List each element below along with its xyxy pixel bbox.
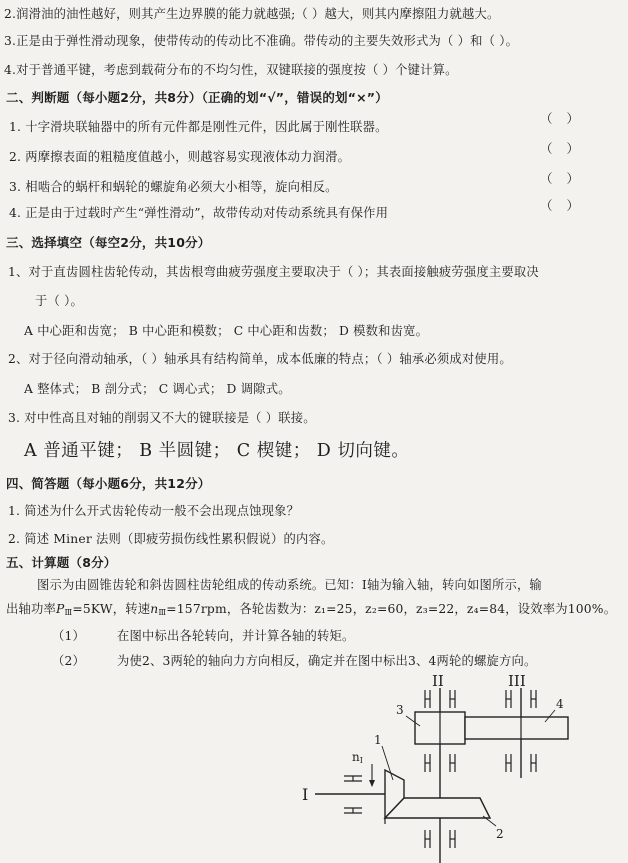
power-subscript: Ⅲ bbox=[64, 608, 73, 617]
gear-2 bbox=[385, 798, 490, 818]
calc-heading: 五、计算题（8分） bbox=[6, 555, 117, 570]
fill-blank-q3: 3.正是由于弹性滑动现象，使带传动的传动比不准确。带传动的主要失效形式为（ ）和（ ）。 bbox=[4, 34, 519, 48]
label-gear-2: 2 bbox=[496, 827, 504, 841]
calc-para-2-mid: =5KW，转速 bbox=[72, 602, 151, 616]
judge-heading: 二、判断题（每小题2分，共8分）（正确的划“√”，错误的划“×”） bbox=[6, 90, 388, 105]
label-shaft-II: II bbox=[432, 672, 444, 690]
short-q2: 2. 简述 Miner 法则（即疲劳损伤线性累积假说）的内容。 bbox=[8, 532, 334, 546]
calc-sub2-text: 为使2、3两轮的轴向力方向相反，确定并在图中标出3、4两轮的螺旋方向。 bbox=[117, 654, 537, 668]
fill-blank-q2: 2.润滑油的油性越好，则其产生边界膜的能力就越强;（ ）越大，则其内摩擦阻力就越大。 bbox=[4, 7, 500, 21]
judge-item-3: 3. 相啮合的蜗杆和蜗轮的螺旋角必须大小相等，旋向相反。 bbox=[9, 180, 338, 194]
judge-item-1: 1. 十字滑块联轴器中的所有元件都是刚性元件，因此属于刚性联器。 bbox=[9, 120, 388, 134]
judge-blank-4[interactable]: （ ） bbox=[540, 198, 579, 213]
judge-blank-1[interactable]: （ ） bbox=[540, 111, 579, 126]
calc-para-1: 图示为由圆锥齿轮和斜齿圆柱齿轮组成的传动系统。已知：Ⅰ轴为输入轴，转向如图所示，输 bbox=[37, 578, 542, 592]
label-gear-1: 1 bbox=[374, 733, 382, 747]
speed-subscript: Ⅲ bbox=[158, 608, 167, 617]
choice-q1-options: A 中心距和齿宽； B 中心距和模数； C 中心距和齿数； D 模数和齿宽。 bbox=[24, 324, 429, 338]
label-speed-nI bbox=[352, 750, 363, 765]
calc-sub1-number: （1） bbox=[52, 629, 86, 643]
short-q1: 1. 简述为什么开式齿轮传动一般不会出现点蚀现象？ bbox=[8, 504, 300, 518]
choice-q3-options: A 普通平键； B 半圆键； C 楔键； D 切向键。 bbox=[24, 441, 410, 461]
judge-item-4: 4. 正是由于过载时产生“弹性滑动”，故带传动对传动系统具有保作用 bbox=[9, 206, 389, 220]
speed-n-sub: I bbox=[359, 756, 363, 765]
choice-q3-line: 3. 对中性高且对轴的削弱又不大的键联接是（ ）联接。 bbox=[8, 411, 316, 425]
choice-q1-line1: 1、对于直齿圆柱齿轮传动，其齿根弯曲疲劳强度主要取决于（ ）；其表面接触疲劳强度主要取决 bbox=[8, 265, 539, 279]
label-shaft-I: I bbox=[302, 785, 309, 804]
choice-q2-line: 2、对于径向滑动轴承，（ ）轴承具有结构简单，成本低廉的特点；（ ）轴承必须成对使用。 bbox=[8, 352, 512, 366]
calc-sub2-number: （2） bbox=[52, 654, 86, 668]
gear-4 bbox=[465, 717, 568, 739]
label-gear-3: 3 bbox=[396, 703, 404, 717]
choice-q1-line2: 于（ ）。 bbox=[35, 294, 83, 308]
calc-para-2-suffix: =157rpm，各轮齿数为：z₁=25，z₂=60，z₃=22，z₄=84，设效率为100%。 bbox=[166, 602, 617, 616]
gear-train-diagram bbox=[300, 668, 600, 863]
judge-blank-3[interactable]: （ ） bbox=[540, 171, 579, 186]
judge-item-2: 2. 两摩擦表面的粗糙度值越小，则越容易实现液体动力润滑。 bbox=[9, 150, 351, 164]
speed-symbol: n bbox=[150, 602, 159, 616]
choice-heading: 三、选择填空（每空2分，共10分） bbox=[6, 235, 211, 250]
judge-blank-2[interactable]: （ ） bbox=[540, 141, 579, 156]
rotation-arrow-head bbox=[369, 780, 375, 787]
calc-para-2-prefix: 出轴功率 bbox=[6, 602, 56, 616]
calc-para-2 bbox=[6, 599, 616, 617]
speed-n: n bbox=[352, 750, 360, 764]
fill-blank-q4: 4.对于普通平键，考虑到载荷分布的不均匀性，双键联接的强度按（ ）个键计算。 bbox=[4, 63, 458, 77]
power-symbol: P bbox=[56, 602, 65, 616]
calc-sub1-text: 在图中标出各轮转向，并计算各轴的转矩。 bbox=[117, 629, 355, 643]
label-shaft-III: III bbox=[508, 672, 526, 690]
label-gear-4: 4 bbox=[556, 697, 564, 711]
choice-q2-options: A 整体式； B 剖分式； C 调心式； D 调隙式。 bbox=[24, 382, 291, 396]
short-heading: 四、简答题（每小题6分，共12分） bbox=[6, 476, 211, 491]
